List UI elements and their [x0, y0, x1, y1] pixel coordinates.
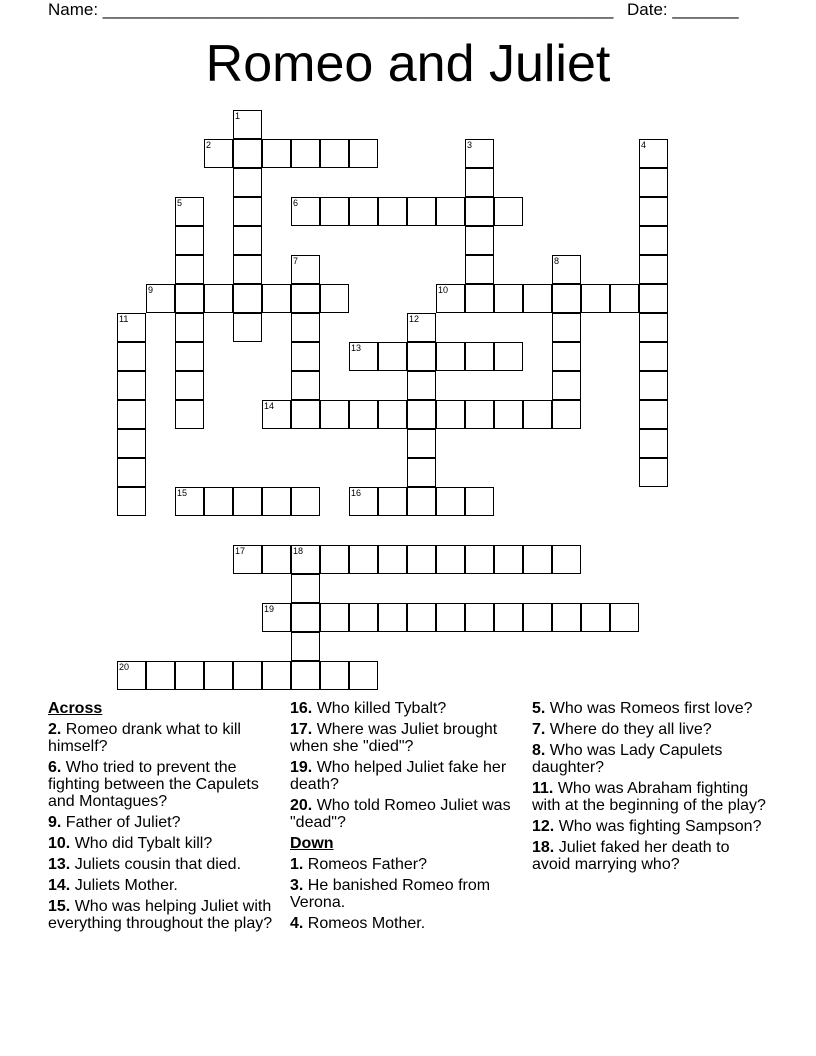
- crossword-cell[interactable]: [320, 603, 349, 632]
- crossword-cell[interactable]: [378, 545, 407, 574]
- crossword-cell[interactable]: [407, 197, 436, 226]
- cell-number: 19: [264, 604, 275, 614]
- crossword-cell[interactable]: [320, 545, 349, 574]
- across-heading: Across: [48, 700, 103, 717]
- crossword-cell[interactable]: [465, 197, 494, 226]
- crossword-cell[interactable]: [407, 313, 436, 342]
- cell-number: 17: [235, 546, 246, 556]
- crossword-cell[interactable]: [117, 487, 146, 516]
- crossword-cell[interactable]: [117, 313, 146, 342]
- crossword-cell[interactable]: [320, 400, 349, 429]
- crossword-cell[interactable]: [204, 661, 233, 690]
- cell-number: 11: [119, 314, 129, 324]
- clue-number: 10.: [48, 835, 71, 852]
- crossword-cell[interactable]: [407, 458, 436, 487]
- crossword-cell[interactable]: [581, 284, 610, 313]
- clue-down-4: [290, 915, 525, 932]
- crossword-cell[interactable]: [407, 603, 436, 632]
- cell-number: 14: [264, 401, 275, 411]
- crossword-cell[interactable]: [291, 603, 320, 632]
- crossword-cell[interactable]: [639, 342, 668, 371]
- crossword-cell[interactable]: [175, 197, 204, 226]
- clue-across-10: [48, 835, 283, 852]
- crossword-cell[interactable]: [349, 545, 378, 574]
- crossword-cell[interactable]: [639, 255, 668, 284]
- crossword-cell[interactable]: [494, 284, 523, 313]
- clue-number: 7.: [532, 721, 546, 738]
- crossword-cell[interactable]: [552, 400, 581, 429]
- crossword-cell[interactable]: [465, 342, 494, 371]
- cell-number: 16: [351, 488, 362, 498]
- clue-text: He banished Romeo from Verona.: [290, 877, 491, 911]
- crossword-cell[interactable]: [291, 400, 320, 429]
- crossword-cell[interactable]: [407, 429, 436, 458]
- crossword-cell[interactable]: [552, 545, 581, 574]
- crossword-cell[interactable]: [233, 255, 262, 284]
- crossword-cell[interactable]: [436, 603, 465, 632]
- crossword-cell[interactable]: [117, 371, 146, 400]
- cell-number: 2: [206, 140, 212, 150]
- crossword-cell[interactable]: [465, 487, 494, 516]
- crossword-cell[interactable]: [117, 661, 146, 690]
- clue-text: Father of Juliet?: [65, 814, 181, 831]
- crossword-cell[interactable]: [494, 342, 523, 371]
- crossword-cell[interactable]: [552, 603, 581, 632]
- cell-number: 20: [119, 662, 130, 672]
- crossword-cell[interactable]: [291, 313, 320, 342]
- crossword-cell[interactable]: [465, 255, 494, 284]
- crossword-cell[interactable]: [349, 400, 378, 429]
- crossword-cell[interactable]: [262, 139, 291, 168]
- clue-down-3: [290, 877, 525, 911]
- crossword-cell[interactable]: [175, 255, 204, 284]
- crossword-cell[interactable]: [291, 342, 320, 371]
- crossword-cell[interactable]: [494, 197, 523, 226]
- crossword-cell[interactable]: [233, 226, 262, 255]
- clue-number: 19.: [290, 759, 313, 776]
- crossword-cell[interactable]: [320, 284, 349, 313]
- crossword-cell[interactable]: [523, 545, 552, 574]
- crossword-cell[interactable]: [117, 458, 146, 487]
- clue-down-7: [532, 721, 767, 738]
- cell-number: 3: [467, 140, 473, 150]
- crossword-cell[interactable]: [523, 400, 552, 429]
- clue-across-20: [290, 797, 525, 831]
- crossword-cell[interactable]: [291, 487, 320, 516]
- crossword-cell[interactable]: [436, 342, 465, 371]
- crossword-cell[interactable]: [436, 284, 465, 313]
- crossword-cell[interactable]: [552, 342, 581, 371]
- crossword-cell[interactable]: [233, 110, 262, 139]
- crossword-cell[interactable]: [175, 661, 204, 690]
- crossword-cell[interactable]: [117, 342, 146, 371]
- crossword-cell[interactable]: [494, 545, 523, 574]
- crossword-cell[interactable]: [233, 284, 262, 313]
- crossword-cell[interactable]: [610, 603, 639, 632]
- crossword-cell[interactable]: [291, 632, 320, 661]
- cell-number: 18: [293, 546, 304, 556]
- crossword-cell[interactable]: [291, 255, 320, 284]
- clue-down-12: [532, 818, 767, 835]
- crossword-cell[interactable]: [291, 371, 320, 400]
- crossword-cell[interactable]: [465, 226, 494, 255]
- crossword-cell[interactable]: [639, 429, 668, 458]
- cell-number: 4: [641, 140, 647, 150]
- cell-number: 8: [554, 256, 560, 266]
- clue-across-14: [48, 877, 283, 894]
- crossword-cell[interactable]: [233, 197, 262, 226]
- crossword-cell[interactable]: [204, 487, 233, 516]
- crossword-cell[interactable]: [552, 313, 581, 342]
- crossword-cell[interactable]: [175, 400, 204, 429]
- crossword-cell[interactable]: [146, 661, 175, 690]
- clue-across-2: [48, 721, 283, 755]
- clue-number: 15.: [48, 898, 71, 915]
- crossword-cell[interactable]: [639, 400, 668, 429]
- crossword-cell[interactable]: [291, 197, 320, 226]
- clue-number: 17.: [290, 721, 313, 738]
- clue-number: 14.: [48, 877, 71, 894]
- crossword-cell[interactable]: [523, 603, 552, 632]
- clue-text: Who did Tybalt kill?: [74, 835, 213, 852]
- crossword-cell[interactable]: [465, 400, 494, 429]
- crossword-cell[interactable]: [349, 487, 378, 516]
- crossword-cell[interactable]: [291, 139, 320, 168]
- clue-number: 9.: [48, 814, 62, 831]
- crossword-cell[interactable]: [639, 458, 668, 487]
- clue-text: Who was Lady Capulets daughter?: [532, 742, 723, 776]
- clue-across-15: [48, 898, 283, 932]
- crossword-cell[interactable]: [494, 400, 523, 429]
- page-title: Romeo and Juliet: [205, 35, 611, 93]
- date-field: Date: _______: [627, 0, 739, 19]
- clues-column-1: [48, 700, 283, 936]
- crossword-cell[interactable]: [233, 313, 262, 342]
- crossword-cell[interactable]: [494, 603, 523, 632]
- crossword-cell[interactable]: [233, 545, 262, 574]
- clue-number: 8.: [532, 742, 546, 759]
- clue-across-19: [290, 759, 525, 793]
- clue-number: 11.: [532, 780, 554, 797]
- clue-down-1: [290, 856, 525, 873]
- crossword-cell[interactable]: [639, 197, 668, 226]
- clue-text: Juliets Mother.: [74, 877, 178, 894]
- clue-text: Who was fighting Sampson?: [558, 818, 762, 835]
- crossword-cell[interactable]: [436, 545, 465, 574]
- crossword-cell[interactable]: [407, 371, 436, 400]
- clue-text: Romeos Father?: [307, 856, 427, 873]
- clue-down-11: [532, 780, 767, 814]
- crossword-cell[interactable]: [639, 168, 668, 197]
- crossword-cell[interactable]: [233, 487, 262, 516]
- clue-number: 1.: [290, 856, 304, 873]
- crossword-cell[interactable]: [378, 400, 407, 429]
- crossword-cell[interactable]: [349, 661, 378, 690]
- crossword-cell[interactable]: [407, 487, 436, 516]
- clue-number: 13.: [48, 856, 71, 873]
- crossword-cell[interactable]: [378, 603, 407, 632]
- clue-number: 20.: [290, 797, 313, 814]
- crossword-cell[interactable]: [233, 139, 262, 168]
- clue-text: Who tried to prevent the fighting between the Capulets and Montagues?: [48, 759, 259, 810]
- crossword-cell[interactable]: [291, 284, 320, 313]
- clue-text: Who told Romeo Juliet was "dead"?: [290, 797, 511, 831]
- clue-text: Juliets cousin that died.: [74, 856, 242, 873]
- crossword-cell[interactable]: [552, 284, 581, 313]
- crossword-cell[interactable]: [639, 371, 668, 400]
- crossword-cell[interactable]: [291, 574, 320, 603]
- crossword-cell[interactable]: [320, 139, 349, 168]
- clue-number: 12.: [532, 818, 555, 835]
- crossword-cell[interactable]: [117, 429, 146, 458]
- crossword-cell[interactable]: [320, 197, 349, 226]
- crossword-cell[interactable]: [465, 284, 494, 313]
- crossword-cell[interactable]: [349, 197, 378, 226]
- crossword-cell[interactable]: [175, 313, 204, 342]
- crossword-cell[interactable]: [581, 603, 610, 632]
- crossword-cell[interactable]: [523, 284, 552, 313]
- crossword-cell[interactable]: [552, 255, 581, 284]
- cell-number: 1: [235, 111, 241, 121]
- crossword-cell[interactable]: [320, 661, 349, 690]
- clue-number: 2.: [48, 721, 62, 738]
- name-field: Name: ______________________________________________________: [48, 0, 614, 19]
- crossword-cell[interactable]: [349, 342, 378, 371]
- crossword-cell[interactable]: [262, 545, 291, 574]
- crossword-cell[interactable]: [436, 400, 465, 429]
- crossword-cell[interactable]: [465, 139, 494, 168]
- crossword-cell[interactable]: [349, 603, 378, 632]
- clue-number: 16.: [290, 700, 313, 717]
- cell-number: 6: [293, 198, 299, 208]
- clue-across-17: [290, 721, 525, 755]
- clues-column-3: [532, 700, 767, 877]
- clue-number: 4.: [290, 915, 304, 932]
- crossword-cell[interactable]: [407, 400, 436, 429]
- crossword-cell[interactable]: [378, 197, 407, 226]
- clue-across-16: [290, 700, 525, 717]
- crossword-cell[interactable]: [639, 139, 668, 168]
- clue-number: 3.: [290, 877, 304, 894]
- crossword-cell[interactable]: [233, 661, 262, 690]
- crossword-cell[interactable]: [262, 400, 291, 429]
- cell-number: 12: [409, 314, 420, 324]
- clue-text: Who was Romeos first love?: [549, 700, 753, 717]
- clue-across-6: [48, 759, 283, 810]
- crossword-cell[interactable]: [465, 603, 494, 632]
- crossword-cell[interactable]: [610, 284, 639, 313]
- clue-number: 5.: [532, 700, 546, 717]
- clues-column-2: [290, 700, 525, 936]
- clue-number: 6.: [48, 759, 62, 776]
- clue-down-5: [532, 700, 767, 717]
- crossword-cell[interactable]: [262, 284, 291, 313]
- crossword-cell[interactable]: [378, 487, 407, 516]
- clue-text: Romeo drank what to kill himself?: [48, 721, 241, 755]
- crossword-cell[interactable]: [639, 226, 668, 255]
- clue-text: Where do they all live?: [549, 721, 712, 738]
- down-heading: Down: [290, 835, 334, 852]
- crossword-cell[interactable]: [175, 226, 204, 255]
- crossword-cell[interactable]: [233, 168, 262, 197]
- cell-number: 15: [177, 488, 188, 498]
- clue-text: Who helped Juliet fake her death?: [290, 759, 507, 793]
- crossword-cell[interactable]: [436, 487, 465, 516]
- crossword-cell[interactable]: [175, 342, 204, 371]
- crossword-cell[interactable]: [204, 284, 233, 313]
- crossword-cell[interactable]: [465, 168, 494, 197]
- crossword-cell[interactable]: [436, 197, 465, 226]
- clue-text: Juliet faked her death to avoid marrying who?: [532, 839, 730, 873]
- crossword-cell[interactable]: [407, 342, 436, 371]
- clue-text: Who was Abraham fighting with at the beginning of the play?: [532, 780, 766, 814]
- crossword-cell[interactable]: [291, 545, 320, 574]
- cell-number: 13: [351, 343, 362, 353]
- crossword-cell[interactable]: [407, 545, 436, 574]
- clue-text: Who was helping Juliet with everything throughout the play?: [48, 898, 273, 932]
- clue-across-13: [48, 856, 283, 873]
- crossword-cell[interactable]: [175, 284, 204, 313]
- clue-text: Who killed Tybalt?: [316, 700, 447, 717]
- crossword-cell[interactable]: [175, 371, 204, 400]
- crossword-cell[interactable]: [175, 487, 204, 516]
- clue-across-9: [48, 814, 283, 831]
- clue-text: Where was Juliet brought when she "died"?: [290, 721, 498, 755]
- cell-number: 9: [148, 285, 154, 295]
- clue-text: Romeos Mother.: [307, 915, 426, 932]
- crossword-cell[interactable]: [552, 371, 581, 400]
- cell-number: 10: [438, 285, 449, 295]
- crossword-cell[interactable]: [117, 400, 146, 429]
- crossword-cell[interactable]: [146, 284, 175, 313]
- crossword-cell[interactable]: [639, 313, 668, 342]
- crossword-cell[interactable]: [262, 661, 291, 690]
- crossword-cell[interactable]: [639, 284, 668, 313]
- crossword-cell[interactable]: [291, 661, 320, 690]
- crossword-cell[interactable]: [262, 603, 291, 632]
- clue-down-18: [532, 839, 767, 873]
- cell-number: 5: [177, 198, 183, 208]
- crossword-cell[interactable]: [262, 487, 291, 516]
- crossword-cell[interactable]: [465, 545, 494, 574]
- clue-down-8: [532, 742, 767, 776]
- crossword-cell[interactable]: [349, 139, 378, 168]
- crossword-cell[interactable]: [204, 139, 233, 168]
- clue-number: 18.: [532, 839, 555, 856]
- crossword-cell[interactable]: [378, 342, 407, 371]
- cell-number: 7: [293, 256, 299, 266]
